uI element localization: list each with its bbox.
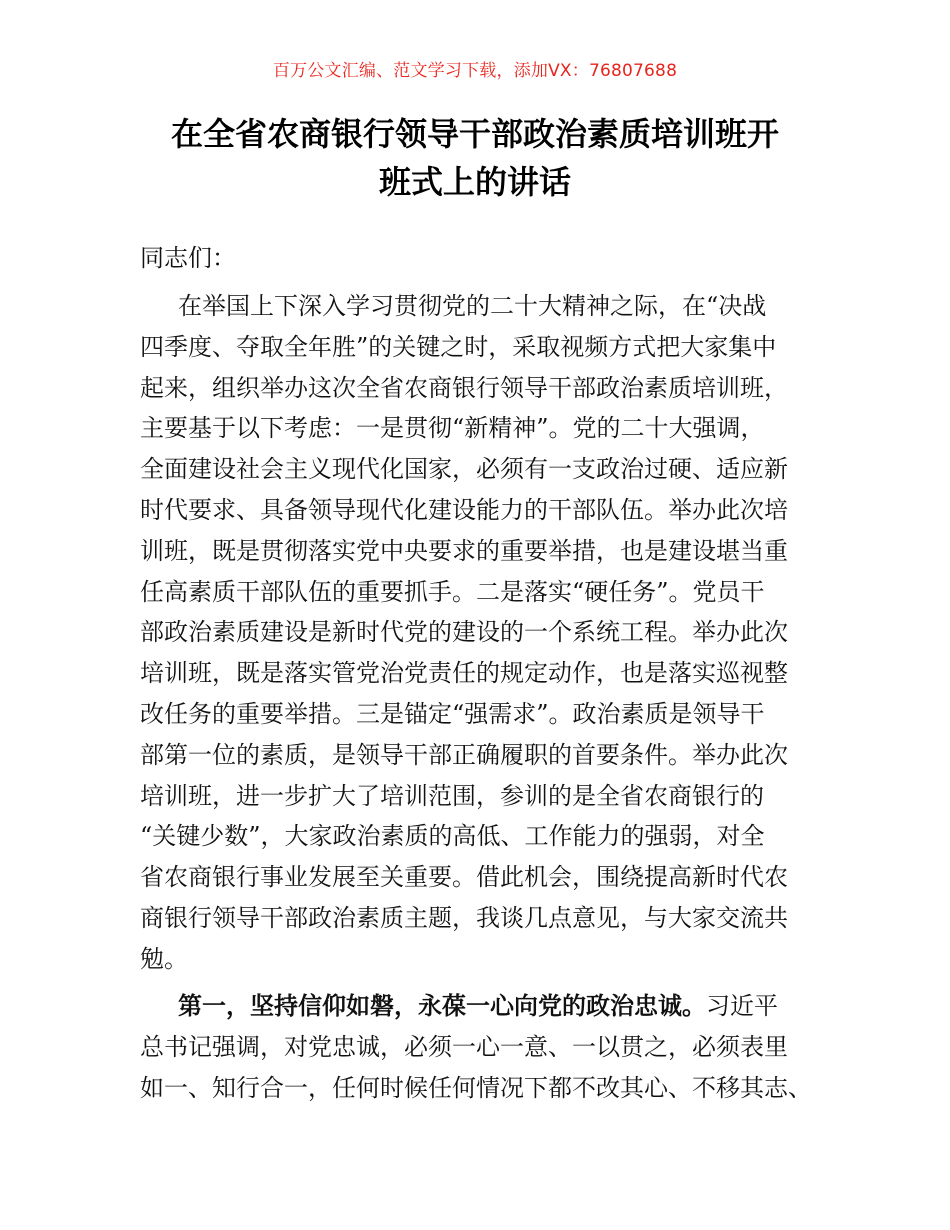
paragraph-line: 培训班，进一步扩大了培训范围，参训的是全省农商银行的 bbox=[140, 781, 764, 810]
paragraph-line: 部第一位的素质，是领导干部正确履职的首要条件。举办此次 bbox=[140, 740, 788, 769]
paragraph-line: 全面建设社会主义现代化国家，必须有一支政治过硬、适应新 bbox=[140, 455, 788, 484]
paragraph-line: 起来，组织举办这次全省农商银行领导干部政治素质培训班， bbox=[140, 373, 788, 402]
paragraph-line: 改任务的重要举措。三是锚定“强需求”。政治素质是领导干 bbox=[140, 699, 765, 728]
paragraph-line: 勉。 bbox=[140, 944, 188, 973]
header-banner: 百万公文汇编、范文学习下载，添加VX：76807688 bbox=[272, 61, 678, 81]
paragraph-line: 培训班，既是落实管党治党责任的规定动作，也是落实巡视整 bbox=[140, 659, 788, 688]
paragraph-line: “关键少数”，大家政治素质的高低、工作能力的强弱，对全 bbox=[140, 822, 765, 851]
paragraph-line: 在举国上下深入学习贯彻党的二十大精神之际，在“决战 bbox=[178, 292, 767, 320]
paragraph-intro bbox=[140, 286, 820, 980]
paragraph-line: 总书记强调，对党忠诚，必须一心一意、一以贯之，必须表里 bbox=[140, 1032, 788, 1061]
title-line-1: 在全省农商银行领导干部政治素质培训班开 bbox=[170, 115, 779, 153]
paragraph-line: 主要基于以下考虑：一是贯彻“新精神”。党的二十大强调， bbox=[140, 414, 765, 443]
paragraph-line: 训班，既是贯彻落实党中央要求的重要举措，也是建设堪当重 bbox=[140, 536, 788, 565]
paragraph-line: 时代要求、具备领导现代化建设能力的干部队伍。举办此次培 bbox=[140, 495, 788, 524]
paragraph-line: 部政治素质建设是新时代党的建设的一个系统工程。举办此次 bbox=[140, 618, 788, 647]
section-heading: 第一，坚持信仰如磐，永葆一心向党的政治忠诚。 bbox=[178, 992, 706, 1020]
title-line-2: 班式上的讲话 bbox=[378, 163, 571, 201]
paragraph-section-one bbox=[140, 986, 820, 1108]
paragraph-line: 省农商银行事业发展至关重要。借此机会，围绕提高新时代农 bbox=[140, 863, 788, 892]
paragraph-line: 任高素质干部队伍的重要抓手。二是落实“硬任务”。党员干 bbox=[140, 577, 765, 606]
paragraph-line: 商银行领导干部政治素质主题，我谈几点意见，与大家交流共 bbox=[140, 903, 788, 932]
paragraph-line: 如一、知行合一，任何时候任何情况下都不改其心、不移其志、 bbox=[140, 1073, 812, 1102]
salutation: 同志们： bbox=[140, 244, 236, 272]
heading-tail-text: 习近平 bbox=[706, 992, 778, 1020]
paragraph-line: 四季度、夺取全年胜”的关键之时，采取视频方式把大家集中 bbox=[140, 332, 777, 361]
document-title bbox=[120, 110, 830, 206]
paragraph-line bbox=[140, 986, 820, 1027]
